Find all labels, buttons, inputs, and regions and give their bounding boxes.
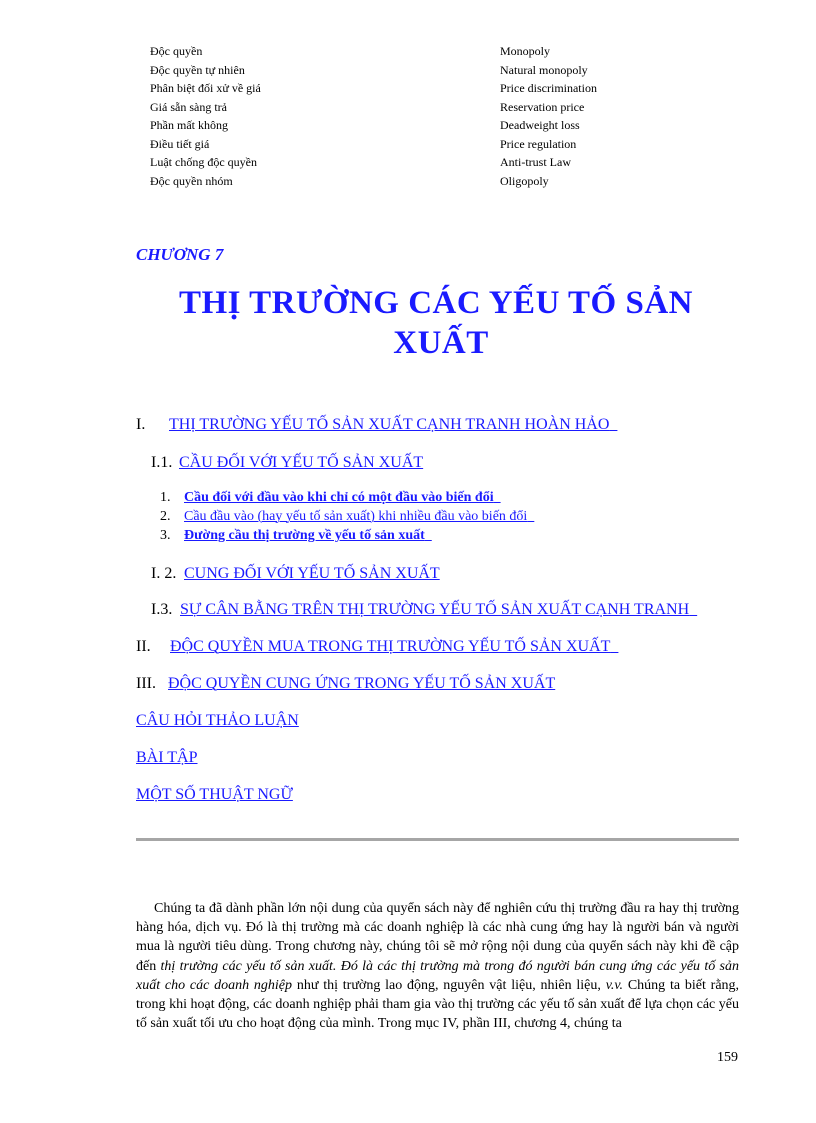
toc-section-1-1 xyxy=(151,454,423,472)
glossary-row xyxy=(150,172,670,191)
toc-item-1 xyxy=(160,490,501,506)
toc-section-1-3 xyxy=(151,601,697,619)
toc-link-section-1-2[interactable]: CUNG ĐỐI VỚI YẾU TỐ SẢN XUẤT xyxy=(184,565,440,582)
toc-number: I.3. xyxy=(151,601,173,618)
toc-item-number: 2. xyxy=(160,509,171,524)
toc-link-trail xyxy=(527,509,534,524)
section-divider xyxy=(136,838,739,841)
body-text-part-1: Chúng ta đã dành phần lớn nội dung của quyển sách này để nghiên cứu thị trường đầu ra hay thị trường hàng hóa, dịch vụ. Đó là thị trường mà các doanh nghiệp là các nhà cung ứng hay là người bán và người mua là người tiêu dùng. Trong chương này, chúng tôi sẽ mở rộng nội dung của quyển sách này khi đề cập đến xyxy=(136,901,739,974)
chapter-title-line1: THỊ TRƯỜNG CÁC YẾU TỐ SẢN xyxy=(179,285,693,321)
toc-link-trail xyxy=(689,601,697,618)
body-paragraph xyxy=(136,899,739,1033)
chapter-title-line2: XUẤT xyxy=(393,325,489,361)
toc-link-trail xyxy=(494,490,501,505)
glossary-term-en: Price discrimination xyxy=(500,81,597,95)
body-italic-definition: thị trường các yếu tố sản xuất. Đó là các thị trường mà trong đó người bán cung ứng các yếu tố sản xuất cho các doanh nghiệp xyxy=(136,958,739,993)
glossary-term-en: Deadweight loss xyxy=(500,118,580,132)
toc-section-1 xyxy=(136,416,617,434)
toc-link-item-2[interactable]: Cầu đầu vào (hay yếu tố sản xuất) khi nhiều đầu vào biến đổi xyxy=(184,509,528,524)
glossary-term-vi: Độc quyền nhóm xyxy=(150,173,233,188)
toc-link-section-3[interactable]: ĐỘC QUYỀN CUNG ỨNG TRONG YẾU TỐ SẢN XUẤT xyxy=(168,675,556,692)
glossary-term-vi: Phần mất không xyxy=(150,118,228,132)
glossary-table xyxy=(150,42,670,190)
glossary-term-en: Oligopoly xyxy=(500,173,549,188)
page-number: 159 xyxy=(717,1050,738,1065)
toc-questions xyxy=(136,712,299,730)
toc-link-section-2[interactable]: ĐỘC QUYỀN MUA TRONG THỊ TRƯỜNG YẾU TỐ SẢN XUẤT xyxy=(170,638,611,655)
toc-link-terms[interactable]: MỘT SỐ THUẬT NGỮ xyxy=(136,786,293,803)
glossary-term-en: Price regulation xyxy=(500,136,577,151)
toc-section-1-2 xyxy=(151,565,440,583)
glossary-row xyxy=(150,135,670,154)
glossary-row xyxy=(150,61,670,80)
toc-number: II. xyxy=(136,638,151,655)
glossary-term-vi: Điều tiết giá xyxy=(150,136,210,151)
glossary-term-vi: Phân biệt đối xử về giá xyxy=(150,81,261,95)
glossary-term-en: Anti-trust Law xyxy=(500,155,571,169)
toc-number: I. xyxy=(136,416,146,433)
toc-link-section-1-1[interactable]: CẦU ĐỐI VỚI YẾU TỐ SẢN XUẤT xyxy=(179,454,424,471)
toc-item-number: 1. xyxy=(160,490,171,505)
toc-link-section-1-3[interactable]: SỰ CÂN BẰNG TRÊN THỊ TRƯỜNG YẾU TỐ SẢN XUẤT CẠNH TRANH xyxy=(180,601,690,618)
glossary-row xyxy=(150,153,670,172)
glossary-term-vi: Luật chống độc quyền xyxy=(150,155,257,169)
toc-item-2 xyxy=(160,509,534,525)
body-italic-vv: v.v. xyxy=(605,977,624,993)
toc-exercises xyxy=(136,749,198,767)
toc-section-3 xyxy=(136,675,555,693)
body-text-part-2: như thị trường lao động, nguyên vật liệu, nhiên liệu, xyxy=(296,977,601,993)
glossary-row xyxy=(150,116,670,135)
toc-item-number: 3. xyxy=(160,528,171,543)
toc-link-section-1[interactable]: THỊ TRƯỜNG YẾU TỐ SẢN XUẤT CẠNH TRANH HOÀN HẢO xyxy=(169,416,610,433)
glossary-term-vi: Giá sẵn sàng trả xyxy=(150,99,227,114)
toc-link-item-3[interactable]: Đường cầu thị trường về yếu tố sản xuất xyxy=(184,528,425,543)
glossary-row xyxy=(150,42,670,61)
toc-number: I. 2. xyxy=(151,565,177,582)
toc-link-trail xyxy=(610,638,618,655)
toc-link-trail xyxy=(425,528,432,543)
glossary-term-vi: Độc quyền tự nhiên xyxy=(150,62,245,77)
glossary-row xyxy=(150,98,670,117)
toc-item-3 xyxy=(160,528,432,544)
glossary-term-en: Monopoly xyxy=(500,44,551,58)
toc-section-2 xyxy=(136,638,618,656)
body-text-part-3: Chúng ta biết rằng, trong khi hoạt động, các doanh nghiệp phải tham gia vào thị trường các yếu tố sản xuất để lựa chọn các yếu tố sản xuất tối ưu cho hoạt động của mình. Trong mục IV, phần III, chương 4, chúng ta xyxy=(136,977,740,1032)
toc-link-questions[interactable]: CÂU HỎI THẢO LUẬN xyxy=(136,712,299,729)
toc-link-exercises[interactable]: BÀI TẬP xyxy=(136,749,198,766)
glossary-term-vi: Độc quyền xyxy=(150,44,203,58)
glossary-term-en: Reservation price xyxy=(500,99,585,114)
glossary-row xyxy=(150,79,670,98)
toc-terms xyxy=(136,786,293,804)
chapter-title xyxy=(136,283,736,363)
chapter-label: CHƯƠNG 7 xyxy=(136,245,224,264)
toc-number: I.1. xyxy=(151,454,173,471)
toc-link-trail xyxy=(609,416,617,433)
toc-number: III. xyxy=(136,675,156,692)
toc-link-item-1[interactable]: Cầu đối với đầu vào khi chỉ có một đầu vào biến đổi xyxy=(184,490,494,505)
glossary-term-en: Natural monopoly xyxy=(500,62,588,77)
